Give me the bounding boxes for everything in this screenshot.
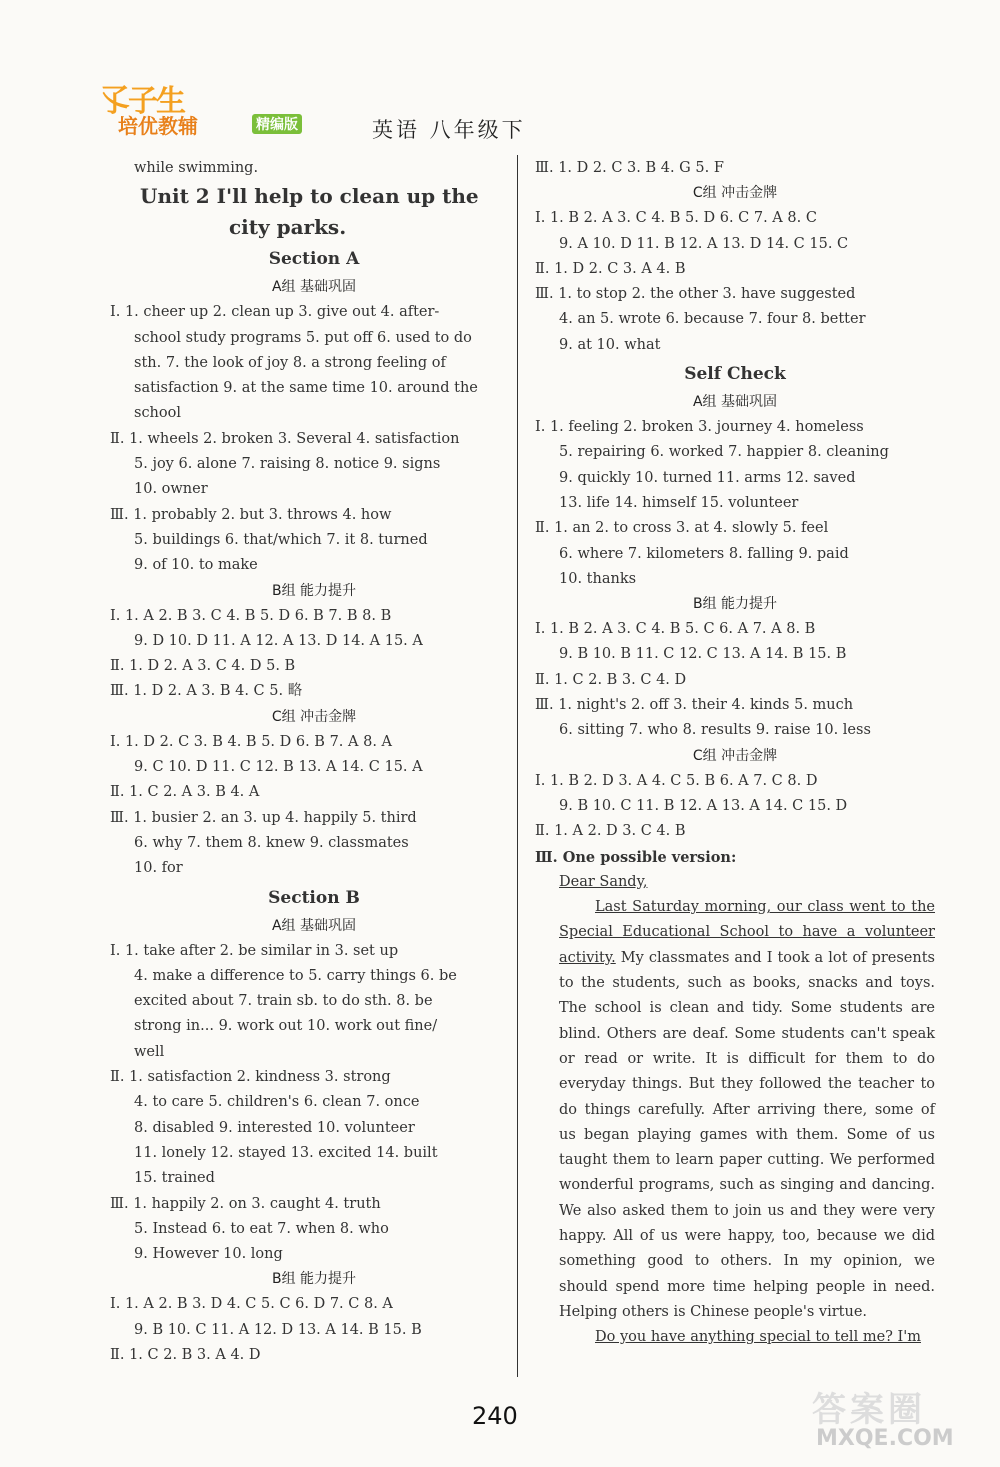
- unit-title: Unit 2 I'll help to clean up the: [140, 184, 479, 209]
- group-title: B组 能力提升: [692, 596, 778, 613]
- answer-line: Ⅲ. 1. night's 2. off 3. their 4. kinds 5. much: [535, 697, 854, 714]
- answer-line: 8. disabled 9. interested 10. volunteer: [134, 1119, 415, 1136]
- answer-line: Ⅱ. 1. satisfaction 2. kindness 3. strong: [110, 1069, 391, 1086]
- answer-line: Ⅲ. One possible version:: [535, 848, 737, 866]
- group-title: B组 能力提升: [271, 582, 357, 599]
- answer-line: 6. sitting 7. who 8. results 9. raise 10. less: [559, 722, 871, 739]
- left-column: [110, 156, 518, 1368]
- answer-line: Ⅲ. 1. busier 2. an 3. up 4. happily 5. third: [110, 809, 417, 826]
- group-title: C组 冲击金牌: [271, 708, 357, 725]
- watermark-text: 答案圈: [812, 1390, 926, 1430]
- group-title: A组 基础巩固: [692, 394, 778, 411]
- answer-line: Ⅰ. 1. D 2. C 3. B 4. B 5. D 6. B 7. A 8. A: [110, 733, 393, 750]
- group-title: C组 冲击金牌: [692, 747, 778, 764]
- answer-line: Ⅱ. 1. wheels 2. broken 3. Several 4. satisfaction: [110, 430, 460, 447]
- answer-line: Ⅰ. 1. take after 2. be similar in 3. set up: [110, 942, 399, 959]
- logo-line-1: 孓子生: [100, 84, 184, 119]
- answer-line: Ⅰ. 1. cheer up 2. clean up 3. give out 4. after-: [110, 304, 440, 321]
- answer-line: strong in... 9. work out 10. work out fine/: [134, 1018, 438, 1035]
- group-title: B组 能力提升: [271, 1271, 357, 1288]
- answer-line: Ⅱ. 1. C 2. B 3. A 4. D: [110, 1346, 261, 1363]
- letter-greeting-text: Dear Sandy,: [559, 873, 648, 890]
- group-title: A组 基础巩固: [271, 279, 357, 296]
- answer-line: Ⅲ. 1. D 2. A 3. B 4. C 5. 略: [110, 683, 303, 700]
- letter-body: My classmates and I took a lot of presents to the students, such as books, snacks and toys. The school is clean and tidy. Some students are blind. Others are deaf. Some students can't speak or read or write. It is difficult for them to do everyday things. But they followed the teacher to do things carefully. After arriving there, some of us began playing games with them. Some of us taught them to learn paper cutting. We performed wonderful programs, such as singing and dancing. We also asked them to join us and they were very happy. All of us were happy, too, because we did something good to others. In my opinion, we should spend more time helping people in need. Helping others is Chinese people's virtue.: [559, 949, 935, 1320]
- answer-line: 11. lonely 12. stayed 13. excited 14. built: [134, 1144, 438, 1161]
- page-number: 240: [472, 1402, 518, 1430]
- answer-line: Ⅰ. 1. A 2. B 3. D 4. C 5. C 6. D 7. C 8. A: [110, 1296, 393, 1313]
- answer-line: Ⅰ. 1. feeling 2. broken 3. journey 4. homeless: [535, 419, 864, 436]
- page-header: [94, 72, 574, 144]
- answer-line: 13. life 14. himself 15. volunteer: [559, 494, 799, 511]
- answer-line: Ⅰ. 1. B 2. A 3. C 4. B 5. D 6. C 7. A 8. C: [535, 210, 817, 227]
- answer-line: excited about 7. train sb. to do sth. 8. be: [134, 993, 433, 1010]
- answer-line: 5. joy 6. alone 7. raising 8. notice 9. signs: [134, 456, 441, 473]
- letter-greeting: [535, 870, 935, 895]
- answer-line: school: [134, 405, 181, 422]
- letter-underlined: Last Saturday morning, our class went to the Special Educational School to have a volunteer activity.: [559, 899, 935, 966]
- answer-line: Ⅱ. 1. C 2. A 3. B 4. A: [110, 784, 260, 801]
- section-title: Section B: [268, 887, 360, 908]
- logo-line-2: 培优教辅: [118, 114, 198, 138]
- answer-line: Ⅲ. 1. probably 2. but 3. throws 4. how: [110, 506, 392, 523]
- answer-line: sth. 7. the look of joy 8. a strong feeling of: [134, 354, 446, 371]
- section-title: Self Check: [684, 364, 786, 385]
- answer-line: 9. of 10. to make: [134, 557, 258, 574]
- answer-line: 9. D 10. D 11. A 12. A 13. D 14. A 15. A: [134, 632, 423, 649]
- answer-line: 4. make a difference to 5. carry things 6. be: [134, 967, 457, 984]
- book-title: 英语 八年级下: [372, 118, 526, 142]
- answer-line: 5. buildings 6. that/which 7. it 8. turned: [134, 531, 428, 548]
- group-title: C组 冲击金牌: [692, 185, 778, 202]
- watermark-logo: [812, 1382, 992, 1462]
- letter-paragraph: [535, 895, 935, 1325]
- answer-line: 9. B 10. B 11. C 12. C 13. A 14. B 15. B: [559, 646, 847, 663]
- answer-line: 9. B 10. C 11. B 12. A 13. A 14. C 15. D: [559, 797, 848, 814]
- answer-line: 5. repairing 6. worked 7. happier 8. cleaning: [559, 444, 889, 461]
- answer-line: 6. where 7. kilometers 8. falling 9. paid: [559, 545, 849, 562]
- answer-line: school study programs 5. put off 6. used to do: [134, 329, 472, 346]
- answer-line: 9. However 10. long: [134, 1246, 283, 1263]
- answer-line: Ⅱ. 1. C 2. B 3. C 4. D: [535, 671, 687, 688]
- answer-line: Ⅲ. 1. to stop 2. the other 3. have suggested: [535, 286, 856, 303]
- answer-line: Ⅱ. 1. D 2. A 3. C 4. D 5. B: [110, 658, 296, 675]
- answer-line: Ⅲ. 1. D 2. C 3. B 4. G 5. F: [535, 160, 724, 176]
- answer-line: satisfaction 9. at the same time 10. around the: [134, 380, 478, 397]
- answer-line: Ⅱ. 1. D 2. C 3. A 4. B: [535, 260, 686, 277]
- letter-p2-text: Do you have anything special to tell me? I'm: [595, 1329, 921, 1346]
- answer-line: while swimming.: [134, 160, 259, 176]
- answer-line: Ⅱ. 1. A 2. D 3. C 4. B: [535, 823, 686, 840]
- answer-line: Ⅰ. 1. A 2. B 3. C 4. B 5. D 6. B 7. B 8. B: [110, 607, 392, 624]
- answer-line: Ⅲ. 1. happily 2. on 3. caught 4. truth: [110, 1195, 381, 1212]
- answer-line: Ⅰ. 1. B 2. D 3. A 4. C 5. B 6. A 7. C 8. D: [535, 772, 818, 789]
- answer-line: Ⅰ. 1. B 2. A 3. C 4. B 5. C 6. A 7. A 8. B: [535, 621, 816, 638]
- answer-line: 9. B 10. C 11. A 12. D 13. A 14. B 15. B: [134, 1321, 422, 1338]
- answer-line: 10. for: [134, 860, 183, 877]
- group-title: A组 基础巩固: [271, 917, 357, 934]
- answer-line: 9. A 10. D 11. B 12. A 13. D 14. C 15. C: [559, 235, 849, 252]
- answer-line: 6. why 7. them 8. knew 9. classmates: [134, 834, 409, 851]
- answer-line: Ⅱ. 1. an 2. to cross 3. at 4. slowly 5. feel: [535, 520, 829, 537]
- watermark-url: MXQE.COM: [816, 1426, 954, 1451]
- answer-line: 4. an 5. wrote 6. because 7. four 8. better: [559, 311, 866, 328]
- answer-line: 10. thanks: [559, 570, 637, 587]
- letter-paragraph-2: [535, 1325, 935, 1350]
- unit-title-cont: city parks.: [229, 215, 347, 240]
- answer-line: 10. owner: [134, 481, 208, 498]
- answer-line: 9. quickly 10. turned 11. arms 12. saved: [559, 469, 856, 486]
- answer-line: 4. to care 5. children's 6. clean 7. once: [134, 1094, 420, 1111]
- right-column: [535, 156, 935, 1350]
- section-title: Section A: [268, 249, 360, 270]
- answer-line: 15. trained: [134, 1170, 215, 1187]
- answer-line: 9. C 10. D 11. C 12. B 13. A 14. C 15. A: [134, 759, 423, 776]
- publisher-logo: [94, 76, 346, 140]
- answer-line: 9. at 10. what: [559, 336, 661, 353]
- logo-tag: 精编版: [252, 114, 302, 134]
- answer-line: 5. Instead 6. to eat 7. when 8. who: [134, 1220, 389, 1237]
- answer-line: well: [134, 1043, 165, 1060]
